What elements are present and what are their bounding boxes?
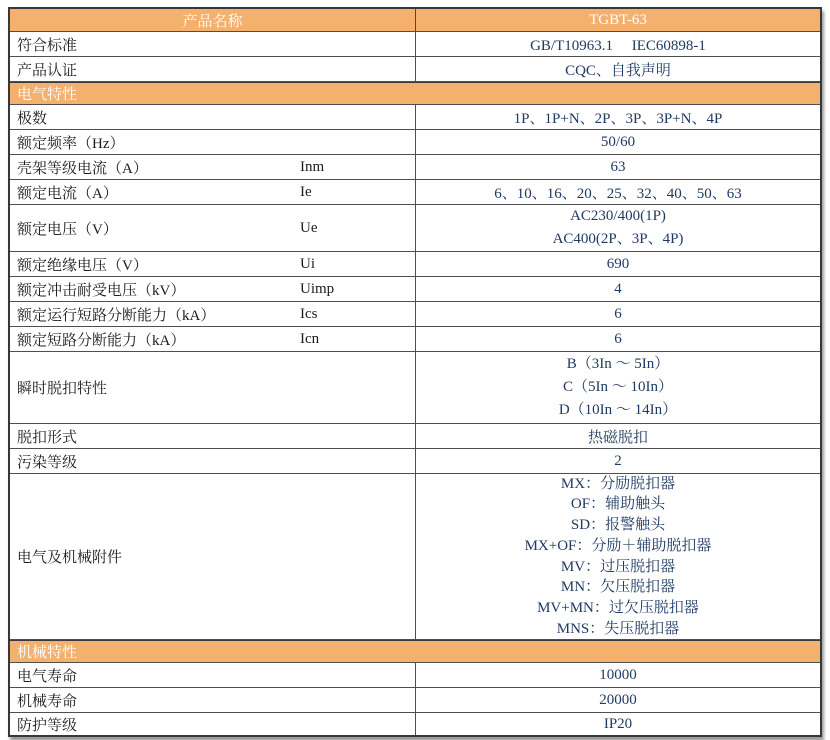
row-value-line: MX：分励脱扣器: [560, 475, 676, 492]
row-value-cell: [416, 57, 820, 81]
row-value-cell: [416, 352, 820, 423]
row-value: GB/T10963.1 IEC60898-1: [530, 37, 706, 54]
spec-row: [10, 449, 820, 474]
row-value: 6: [614, 305, 622, 322]
row-label-cell: [10, 352, 416, 423]
row-value: 690: [606, 255, 630, 272]
product-name-value: TGBT-63: [589, 11, 647, 28]
row-value-cell: [416, 155, 820, 179]
row-value: 6: [614, 330, 622, 347]
row-value: 1P、1P+N、2P、3P、3P+N、4P: [513, 110, 723, 127]
row-label: 污染等级: [17, 454, 78, 471]
product-name-header-cell: [10, 9, 416, 31]
row-value-line: SD：报警触头: [570, 517, 666, 534]
row-label-cell: [10, 105, 416, 129]
row-value: CQC、自我声明: [565, 62, 671, 79]
row-value-cell: [416, 474, 820, 639]
row-label: 额定冲击耐受电压（kV）: [17, 282, 186, 299]
row-label: 产品认证: [17, 62, 78, 79]
row-label: 额定电压（V）: [17, 221, 118, 238]
row-value-cell: [416, 688, 820, 712]
row-label: 额定频率（Hz）: [17, 135, 125, 152]
spec-row: [10, 474, 820, 640]
row-value-cell: [416, 713, 820, 735]
row-label: 防护等级: [17, 717, 78, 734]
row-value: 10000: [599, 666, 637, 683]
row-label-cell: [10, 32, 416, 56]
row-label: 电气寿命: [17, 668, 78, 685]
row-value: 6、10、16、20、25、32、40、50、63: [494, 185, 742, 202]
spec-row: [10, 688, 820, 713]
table-header-row: [10, 9, 820, 32]
spec-row: [10, 57, 820, 82]
row-value-cell: [416, 277, 820, 301]
row-label-cell: [10, 663, 416, 687]
row-value-line: B（3In ～ 5In）: [566, 356, 670, 372]
row-label: 机械寿命: [17, 693, 78, 710]
row-label: 额定短路分断能力（kA）: [17, 332, 186, 349]
row-label-cell: [10, 277, 416, 301]
row-value: 20000: [599, 691, 637, 708]
row-label: 电气及机械附件: [17, 550, 123, 566]
row-value-cell: [416, 105, 820, 129]
row-label-cell: [10, 155, 416, 179]
row-value-cell: [416, 252, 820, 276]
row-value-line: MNS：失压脱扣器: [556, 620, 680, 637]
row-symbol: Uimp: [300, 280, 335, 297]
product-name-label: 产品名称: [182, 13, 243, 30]
row-value-cell: [416, 130, 820, 154]
row-symbol: Inm: [300, 158, 325, 175]
row-label-cell: [10, 474, 416, 639]
spec-row: [10, 130, 820, 155]
row-label-cell: [10, 449, 416, 473]
row-value-line: OF：辅助触头: [570, 496, 666, 513]
section-title: 机械特性: [17, 645, 78, 661]
row-label-cell: [10, 57, 416, 81]
row-label-cell: [10, 180, 416, 204]
spec-row: [10, 663, 820, 688]
row-value: 热磁脱扣: [587, 429, 648, 446]
row-value: 2: [614, 452, 622, 469]
row-symbol: Ie: [300, 183, 312, 200]
row-value-cell: [416, 327, 820, 351]
spec-row: [10, 105, 820, 130]
row-label: 额定运行短路分断能力（kA）: [17, 307, 216, 324]
row-value-line: C（5In ～ 10In）: [563, 379, 673, 395]
row-label: 符合标准: [17, 37, 78, 54]
row-symbol: Ue: [300, 219, 318, 236]
row-label-cell: [10, 713, 416, 735]
row-label: 瞬时脱扣特性: [17, 381, 108, 397]
product-name-value-cell: [416, 9, 820, 31]
spec-row: [10, 424, 820, 449]
section-header-row: [10, 82, 820, 105]
row-value-line: MX+OF：分励＋辅助脱扣器: [524, 537, 712, 554]
row-value-cell: [416, 449, 820, 473]
row-label: 极数: [17, 110, 48, 127]
row-value: 4: [614, 280, 622, 297]
row-value-line: MV：过压脱扣器: [560, 558, 676, 575]
row-value-line: AC230/400(1P): [570, 208, 666, 224]
row-value: 50/60: [600, 133, 636, 150]
row-label: 壳架等级电流（A）: [17, 160, 148, 177]
row-value: 63: [610, 158, 626, 175]
row-label-cell: [10, 302, 416, 326]
row-value-cell: [416, 205, 820, 251]
spec-row: [10, 277, 820, 302]
row-value-line: MV+MN：过欠压脱扣器: [537, 599, 699, 616]
row-value-cell: [416, 302, 820, 326]
spec-row: [10, 205, 820, 252]
spec-row: [10, 302, 820, 327]
spec-table: [8, 7, 822, 737]
spec-row: [10, 32, 820, 57]
row-value-cell: [416, 180, 820, 204]
row-value-line: AC400(2P、3P、4P): [552, 231, 684, 247]
row-label-cell: [10, 688, 416, 712]
spec-row: [10, 327, 820, 352]
row-label: 脱扣形式: [17, 429, 78, 446]
row-label-cell: [10, 205, 416, 251]
row-value-line: MN：欠压脱扣器: [560, 579, 676, 596]
spec-row: [10, 352, 820, 424]
row-label-cell: [10, 252, 416, 276]
row-symbol: Icn: [300, 330, 320, 347]
row-value-cell: [416, 32, 820, 56]
row-symbol: Ui: [300, 255, 315, 272]
row-label-cell: [10, 327, 416, 351]
row-value: IP20: [603, 715, 633, 732]
spec-row: [10, 180, 820, 205]
row-value-cell: [416, 424, 820, 448]
spec-row: [10, 155, 820, 180]
row-label-cell: [10, 424, 416, 448]
row-symbol: Ics: [300, 305, 318, 322]
spec-row: [10, 252, 820, 277]
section-header-row: [10, 640, 820, 663]
row-value-cell: [416, 663, 820, 687]
row-value-line: D（10In ～ 14In）: [558, 402, 678, 418]
row-label-cell: [10, 130, 416, 154]
row-label: 额定绝缘电压（V）: [17, 257, 148, 274]
spec-row: [10, 713, 820, 735]
row-label: 额定电流（A）: [17, 185, 118, 202]
section-title: 电气特性: [17, 87, 78, 103]
